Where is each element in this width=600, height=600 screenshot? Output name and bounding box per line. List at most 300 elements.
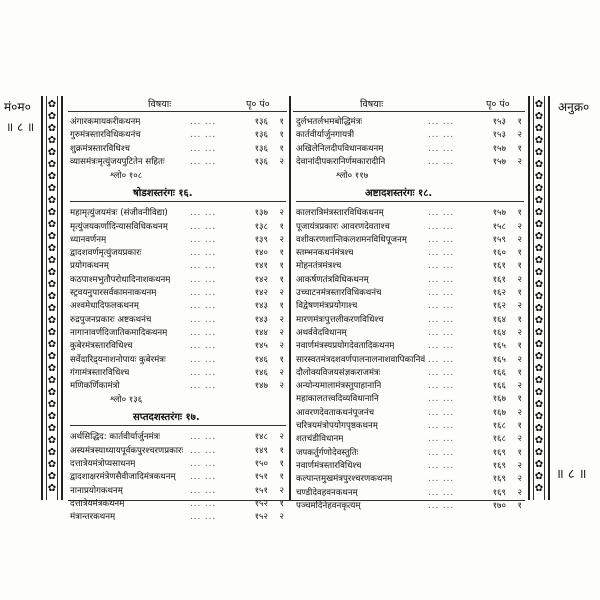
toc-entry-page: १३६ [254,117,268,127]
toc-entry-title: अन्योन्यमालामंत्रस्तुपाहानानि [296,381,382,392]
toc-entry-title: विद्वेषणमंत्रप्रयोगाश्च [296,301,358,312]
toc-entry-line: २ [517,354,522,365]
border-flower-ornament: ✿ [534,147,544,158]
toc-entry-line: २ [279,288,284,298]
border-flower-ornament: ✿ [47,423,57,434]
toc-entry-title: ध्यानवर्णनम् [70,234,107,245]
leader-dots: ... ... [428,407,455,418]
toc-entry [296,154,524,170]
border-flower-ornament: ✿ [47,339,57,350]
toc-entry-page: १४९ [254,445,268,456]
border-flower-ornament: ✿ [47,447,57,458]
leader-dots: ... ... [190,143,217,154]
toc-entry-line: १ [517,117,522,127]
border-flower-ornament: ✿ [47,111,57,122]
toc-entry [296,498,524,514]
toc-entry-title: अखिलेनिलदीपविधानकथनम् [296,143,384,154]
leader-dots: ... ... [190,314,217,325]
toc-entry-line: २ [517,327,522,338]
toc-entry-title: अस्यमंत्रस्याध्यायपूर्वकपुरश्चरणप्रकारः [70,445,184,456]
toc-entry-page: १४४ [254,327,268,338]
border-flower-ornament: ✿ [47,171,57,182]
border-flower-ornament: ✿ [47,327,57,338]
border-flower-ornament: ✿ [534,255,544,266]
toc-entry-title: गुरुमंत्रस्तारविधिकथनंच [70,130,141,141]
leader-dots: ... ... [428,301,455,312]
toc-entry-line: २ [279,208,284,219]
toc-entry [70,509,286,525]
toc-entry-page: १६९ [492,447,506,458]
left-margin-heading: मं०म० [4,100,31,114]
border-flower-ornament: ✿ [534,387,544,398]
toc-entry-title: मणिकर्णिकामंत्रो [70,381,120,392]
border-flower-ornament: ✿ [47,207,57,218]
border-flower-ornament: ✿ [534,99,544,110]
toc-entry-line: २ [517,381,522,392]
toc-entry-page: १६७ [492,394,506,405]
toc-entry-page: १३६ [254,130,268,141]
toc-entry-line: १ [517,261,522,272]
leader-dots: ... ... [428,130,455,141]
toc-entry-title: नवार्णमंत्रस्तारविधिश्च [296,460,362,471]
toc-entry-page: १४१ [254,261,268,272]
toc-entry-title: चरित्रयमंत्रोपयोगपृष्ठकथनम् [296,421,378,431]
toc-entry-line: १ [517,248,522,259]
border-flower-ornament: ✿ [47,159,57,170]
toc-entry-line: २ [517,301,522,312]
border-flower-ornament: ✿ [534,351,544,362]
toc-entry-title: आकर्षणतंत्रविधिकथनम् [296,274,369,285]
toc-entry-page: १५८ [492,221,506,232]
border-flower-ornament: ✿ [534,183,544,194]
leader-dots: ... ... [190,472,217,483]
toc-entry [70,378,286,394]
border-flower-ornament: ✿ [534,375,544,386]
toc-entry-line: १ [517,421,522,431]
header-rule-right [293,111,525,112]
border-flower-ornament: ✿ [534,243,544,254]
border-flower-ornament: ✿ [47,255,57,266]
leader-dots: ... ... [428,208,455,219]
toc-entry-page: १६६ [492,367,506,378]
toc-entry-page: १६८ [492,421,506,431]
toc-entry-title: मोहनतंत्रमंत्रश्च [296,261,342,272]
border-flower-ornament: ✿ [47,387,57,398]
toc-entry-page: १६९ [492,474,506,485]
border-flower-ornament: ✿ [534,231,544,242]
border-flower-ornament: ✿ [47,147,57,158]
toc-entry-line: १ [517,500,522,511]
border-flower-ornament: ✿ [534,471,544,482]
border-flower-ornament: ✿ [534,123,544,134]
toc-entry-title: दत्तात्रेयमंत्रोप्यसाधनम् [70,459,136,469]
leader-dots: ... ... [190,130,217,141]
leader-dots: ... ... [428,487,455,498]
toc-entry-line: २ [279,432,284,443]
toc-entry-title: प्रयोगकथनम् [70,261,109,272]
toc-entry-line: १ [279,274,284,285]
border-flower-ornament: ✿ [534,219,544,230]
left-margin-pagenum: ॥ ८ ॥ [6,120,35,134]
border-flower-ornament: ✿ [534,159,544,170]
leader-dots: ... ... [428,421,455,431]
leader-dots: ... ... [428,354,455,365]
border-flower-ornament: ✿ [534,315,544,326]
leader-dots: ... ... [190,288,217,298]
leader-dots: ... ... [428,261,455,272]
leader-dots: ... ... [428,500,455,511]
toc-entry-line: १ [279,143,284,154]
toc-entry-title: गंगामंत्रस्तारविधिश्च [70,367,130,378]
toc-entry-page: १६१ [492,261,506,272]
toc-entry-title: स्ट्रवयनुपारसर्वकामनाकथनम् [70,288,157,298]
border-flower-ornament: ✿ [534,423,544,434]
toc-entry-page: १४८ [254,432,268,443]
leader-dots: ... ... [428,327,455,338]
right-ornamental-border [528,96,550,500]
toc-entry-page: १४५ [254,341,268,352]
toc-entry-line: २ [279,234,284,245]
leader-dots: ... ... [190,485,217,496]
verse-count: श्लो० ११७ [336,171,369,182]
toc-entry-title: अर्थसिद्धिद: कार्तवीर्यार्जुनमंत्रः [70,432,161,443]
leader-dots: ... ... [428,248,455,259]
border-flower-ornament: ✿ [534,483,544,494]
toc-entry-page: १६७ [492,407,506,418]
border-flower-ornament: ✿ [534,135,544,146]
toc-entry-line: २ [517,130,522,141]
toc-entry-line: १ [279,130,284,141]
toc-entry-title: कालरात्रिमंत्रस्तारविधिकथनम् [296,208,384,219]
toc-entry-title: दुर्लभतर्लभमबोद्धिमंत्रः [296,117,363,127]
leader-dots: ... ... [190,274,217,285]
column-divider [289,96,291,500]
section-heading: षोडशस्तरंगः १६. [133,188,193,200]
toc-entry-line: १ [279,472,284,483]
verse-count: श्लो० १०८ [110,171,143,182]
toc-entry-title: कार्तवीर्यार्जुनगायत्री [296,130,355,141]
leader-dots: ... ... [428,460,455,471]
toc-entry-title: नागानावर्णदिजातिकमादिकथनम् [70,327,168,338]
toc-entry-title: अथर्ववेदविधानम् [296,327,347,338]
toc-entry-title: मारणमंत्रःपुत्तलीकरणविधिश्च [296,314,384,325]
border-flower-ornament: ✿ [534,195,544,206]
left-col-header-page: पृ० पं० [246,99,270,110]
toc-entry-line: २ [279,156,284,167]
toc-entry-line: १ [517,367,522,378]
toc-entry-page: १५२ [254,512,268,523]
toc-entry-page: १६९ [492,487,506,498]
right-col-header-page: पृ० पं० [486,99,510,110]
toc-entry-page: १५३ [492,117,506,127]
border-flower-ornament: ✿ [47,471,57,482]
left-ornamental-border [41,96,63,500]
toc-entry-page: १६१ [492,274,506,285]
border-flower-ornament: ✿ [47,435,57,446]
toc-entry-line: २ [279,381,284,392]
toc-entry-page: १४६ [254,354,268,365]
border-flower-ornament: ✿ [534,207,544,218]
toc-entry-line: १ [517,447,522,458]
toc-entry-page: १६९ [492,460,506,471]
toc-entry-title: दौलोक्यविजयसंज्ञकराजमंत्रः [296,367,381,378]
toc-entry-line: १ [517,341,522,352]
border-flower-ornament: ✿ [47,315,57,326]
toc-entry-line: २ [279,327,284,338]
border-flower-ornament: ✿ [534,435,544,446]
border-flower-ornament: ✿ [47,195,57,206]
toc-entry-title: अश्वमेधादिफलकथनम् [70,301,139,312]
leader-dots: ... ... [428,394,455,405]
toc-entry-page: १६४ [492,327,506,338]
border-flower-ornament: ✿ [47,279,57,290]
toc-entry-line: २ [279,367,284,378]
toc-entry-line: २ [517,407,522,418]
border-flower-ornament: ✿ [534,459,544,470]
leader-dots: ... ... [190,261,217,272]
toc-entry-line: १ [279,459,284,469]
toc-entry-page: १५९ [492,234,506,245]
toc-entry-line: २ [517,474,522,485]
toc-entry-line: २ [279,314,284,325]
toc-entry-page: १६६ [492,381,506,392]
border-flower-ornament: ✿ [47,399,57,410]
leader-dots: ... ... [190,248,217,259]
border-flower-ornament: ✿ [47,411,57,422]
toc-entry-page: १५७ [492,143,506,154]
toc-entry-line: १ [279,354,284,365]
toc-entry-line: २ [279,341,284,352]
toc-entry-page: १५० [254,459,268,469]
toc-entry-title: कल्पान्तमुखमंत्रपुरश्चरणकथनम् [296,474,393,485]
toc-entry-line: २ [517,156,522,167]
leader-dots: ... ... [190,354,217,365]
toc-entry-page: १४३ [254,314,268,325]
border-flower-ornament: ✿ [47,351,57,362]
toc-entry-page: १६५ [492,354,506,365]
leader-dots: ... ... [428,156,455,167]
toc-entry-line: २ [517,487,522,498]
toc-entry-page: १४० [254,248,268,259]
border-flower-ornament: ✿ [534,399,544,410]
toc-entry-page: १५३ [492,130,506,141]
section-heading: सप्तदशस्तरंगः १७. [133,412,200,424]
toc-entry-line: २ [517,434,522,445]
toc-entry-title: मृत्युंजयकर्णादिन्यासविधिकथनम् [70,221,168,232]
toc-entry-page: १६० [492,248,506,259]
toc-entry-title: व्यासमंत्रःमृत्युंजयपुटितेन सहितः [70,156,165,167]
toc-entry-title: नवार्णमंत्रस्यप्रयोगदेवतादिकथनम् [296,341,395,352]
toc-entry-page: १७० [492,500,506,511]
toc-entry-title: जपकर्तुर्गणोदेवस्तुतिः [296,447,359,458]
leader-dots: ... ... [428,367,455,378]
leader-dots: ... ... [428,234,455,245]
toc-entry-page: १६२ [492,301,506,312]
toc-entry-title: पञ्चमदिनेहवनकृत्यम् [296,500,361,511]
border-flower-ornament: ✿ [534,279,544,290]
leader-dots: ... ... [190,432,217,443]
border-flower-ornament: ✿ [534,339,544,350]
leader-dots: ... ... [428,341,455,352]
toc-entry-page: १५७ [492,208,506,219]
section-rule [296,201,524,202]
toc-entry-line: २ [517,274,522,285]
toc-entry-title: उच्चाटनमंत्रस्तारविधिकथनंच [296,288,382,298]
toc-entry-title: कुबेरमंत्रस्तारविधिश्च [70,341,133,352]
toc-entry-title: शुक्रमंत्रस्तारविधिश्च [70,143,130,154]
toc-entry-line: १ [279,498,284,509]
leader-dots: ... ... [428,314,455,325]
toc-entry-page: १४३ [254,301,268,312]
toc-entry-page: १४२ [254,274,268,285]
toc-entry-title: द्वादशवर्णमृत्युंजयप्रकारः [70,248,142,259]
leader-dots: ... ... [428,434,455,445]
section-heading: अष्टादशस्तरंगः १८. [365,188,433,200]
verse-count: श्लो० १३६ [110,395,143,406]
section-rule [70,425,286,426]
border-flower-ornament: ✿ [534,327,544,338]
border-flower-ornament: ✿ [534,267,544,278]
toc-entry-page: १५१ [254,485,268,496]
leader-dots: ... ... [428,288,455,298]
toc-entry-line: २ [517,460,522,471]
leader-dots: ... ... [190,381,217,392]
border-flower-ornament: ✿ [534,363,544,374]
toc-entry-page: १३६ [254,143,268,154]
border-flower-ornament: ✿ [47,231,57,242]
toc-entry-line: १ [517,394,522,405]
toc-entry-line: १ [279,117,284,127]
toc-entry-title: सर्वेदारिद्र्यनाशनोपायः कुबेरमंत्रः [70,354,166,365]
toc-entry-page: १४६ [254,367,268,378]
leader-dots: ... ... [428,274,455,285]
toc-entry-line: १ [279,445,284,456]
toc-entry-page: १६२ [492,288,506,298]
toc-entry-title: कठपाश्मभुतौपरोधादिनाशकथनम् [70,274,171,285]
toc-entry-line: १ [279,261,284,272]
toc-entry-title: वशीकरणशान्तिकलशमनविधिपूजनम् [296,234,407,245]
toc-entry-page: १६४ [492,314,506,325]
border-flower-ornament: ✿ [47,303,57,314]
leader-dots: ... ... [190,156,217,167]
toc-entry-title: मंत्रान्तरकथनम् [70,512,116,523]
leader-dots: ... ... [190,234,217,245]
toc-entry-line: २ [279,485,284,496]
toc-entry-page: १६८ [492,434,506,445]
leader-dots: ... ... [190,498,217,509]
border-flower-ornament: ✿ [47,99,57,110]
toc-entry-page: १४२ [254,288,268,298]
toc-entry-page: १६५ [492,341,506,352]
toc-entry-line: १ [517,314,522,325]
border-flower-ornament: ✿ [47,243,57,254]
border-flower-ornament: ✿ [47,291,57,302]
leader-dots: ... ... [190,341,217,352]
toc-entry-title: आवरणदेवताकथनंपूजनंच [296,407,375,418]
toc-entry-title: नानाप्रयोगकथनम् [70,485,123,496]
leader-dots: ... ... [428,381,455,392]
border-flower-ornament: ✿ [534,303,544,314]
toc-entry-page: १३८ [254,221,268,232]
toc-entry-title: महामृत्युंजयमंत्रः (संजीवनीविद्या) [70,208,168,219]
toc-entry-title: रुद्रपुजनप्रकारः अष्टकथनंच [70,314,152,325]
left-col-header-subject: विषयाः [148,99,172,110]
toc-entry-page: १३७ [254,208,268,219]
toc-entry-line: १ [517,208,522,219]
toc-entry-title: दत्तात्रेयमंत्रकथनम् [70,498,125,509]
toc-entry-title: शतचंडीविधानम् [296,434,344,445]
leader-dots: ... ... [428,474,455,485]
border-flower-ornament: ✿ [534,111,544,122]
leader-dots: ... ... [428,447,455,458]
border-flower-ornament: ✿ [47,483,57,494]
toc-entry-line: २ [279,512,284,523]
toc-entry-line: १ [279,221,284,232]
toc-entry-title: सारस्वतमंत्रदशवर्णपालनालनाशवापिकानिवं [296,354,426,365]
toc-entry-line: २ [517,234,522,245]
toc-entry-page: १४७ [254,381,268,392]
leader-dots: ... ... [190,327,217,338]
right-margin-heading: अनुक्र० [558,100,590,114]
leader-dots: ... ... [428,117,455,127]
section-rule [70,201,286,202]
border-flower-ornament: ✿ [534,291,544,302]
leader-dots: ... ... [428,143,455,154]
toc-entry-title: अंगारकमायकरीकथनम् [70,117,141,127]
leader-dots: ... ... [428,221,455,232]
leader-dots: ... ... [190,459,217,469]
leader-dots: ... ... [190,117,217,127]
border-flower-ornament: ✿ [47,459,57,470]
border-flower-ornament: ✿ [47,267,57,278]
toc-entry-title: स्तम्भनकथनंमंत्रश्च [296,248,354,259]
border-flower-ornament: ✿ [47,219,57,230]
border-flower-ornament: ✿ [534,411,544,422]
toc-entry-line: १ [517,143,522,154]
toc-entry-title: पूजायंत्रप्रकारः आवरणदेवताश्च [296,221,390,232]
toc-entry-page: १३९ [254,234,268,245]
toc-entry-title: द्वादशाक्षरमंत्रेणसैवीजादिमंत्रकथनम् [70,472,176,483]
leader-dots: ... ... [190,221,217,232]
leader-dots: ... ... [190,301,217,312]
leader-dots: ... ... [190,512,217,523]
right-margin-pagenum: ॥ ८ ॥ [556,467,587,482]
toc-entry-line: १ [279,301,284,312]
border-flower-ornament: ✿ [47,135,57,146]
toc-entry-page: १३६ [254,156,268,167]
right-col-header-subject: विषयाः [360,99,384,110]
toc-entry-title: महाकालतत्त्वदिव्यविधानानि [296,394,379,405]
toc-entry-page: १५२ [254,498,268,509]
border-flower-ornament: ✿ [47,183,57,194]
toc-entry-page: १५१ [254,472,268,483]
leader-dots: ... ... [190,445,217,456]
toc-entry-title: चण्डीदेवहवनकथनम् [296,487,358,498]
leader-dots: ... ... [190,367,217,378]
border-flower-ornament: ✿ [47,375,57,386]
toc-entry [70,154,286,170]
leader-dots: ... ... [190,208,217,219]
border-flower-ornament: ✿ [534,171,544,182]
toc-entry-line: १ [279,248,284,259]
toc-entry-line: २ [517,221,522,232]
border-flower-ornament: ✿ [534,447,544,458]
border-flower-ornament: ✿ [47,363,57,374]
toc-entry-line: १ [517,288,522,298]
border-flower-ornament: ✿ [47,123,57,134]
toc-entry-page: १५७ [492,156,506,167]
toc-entry-title: देवानांदीपकरानिर्णमकारादीनि [296,156,386,167]
